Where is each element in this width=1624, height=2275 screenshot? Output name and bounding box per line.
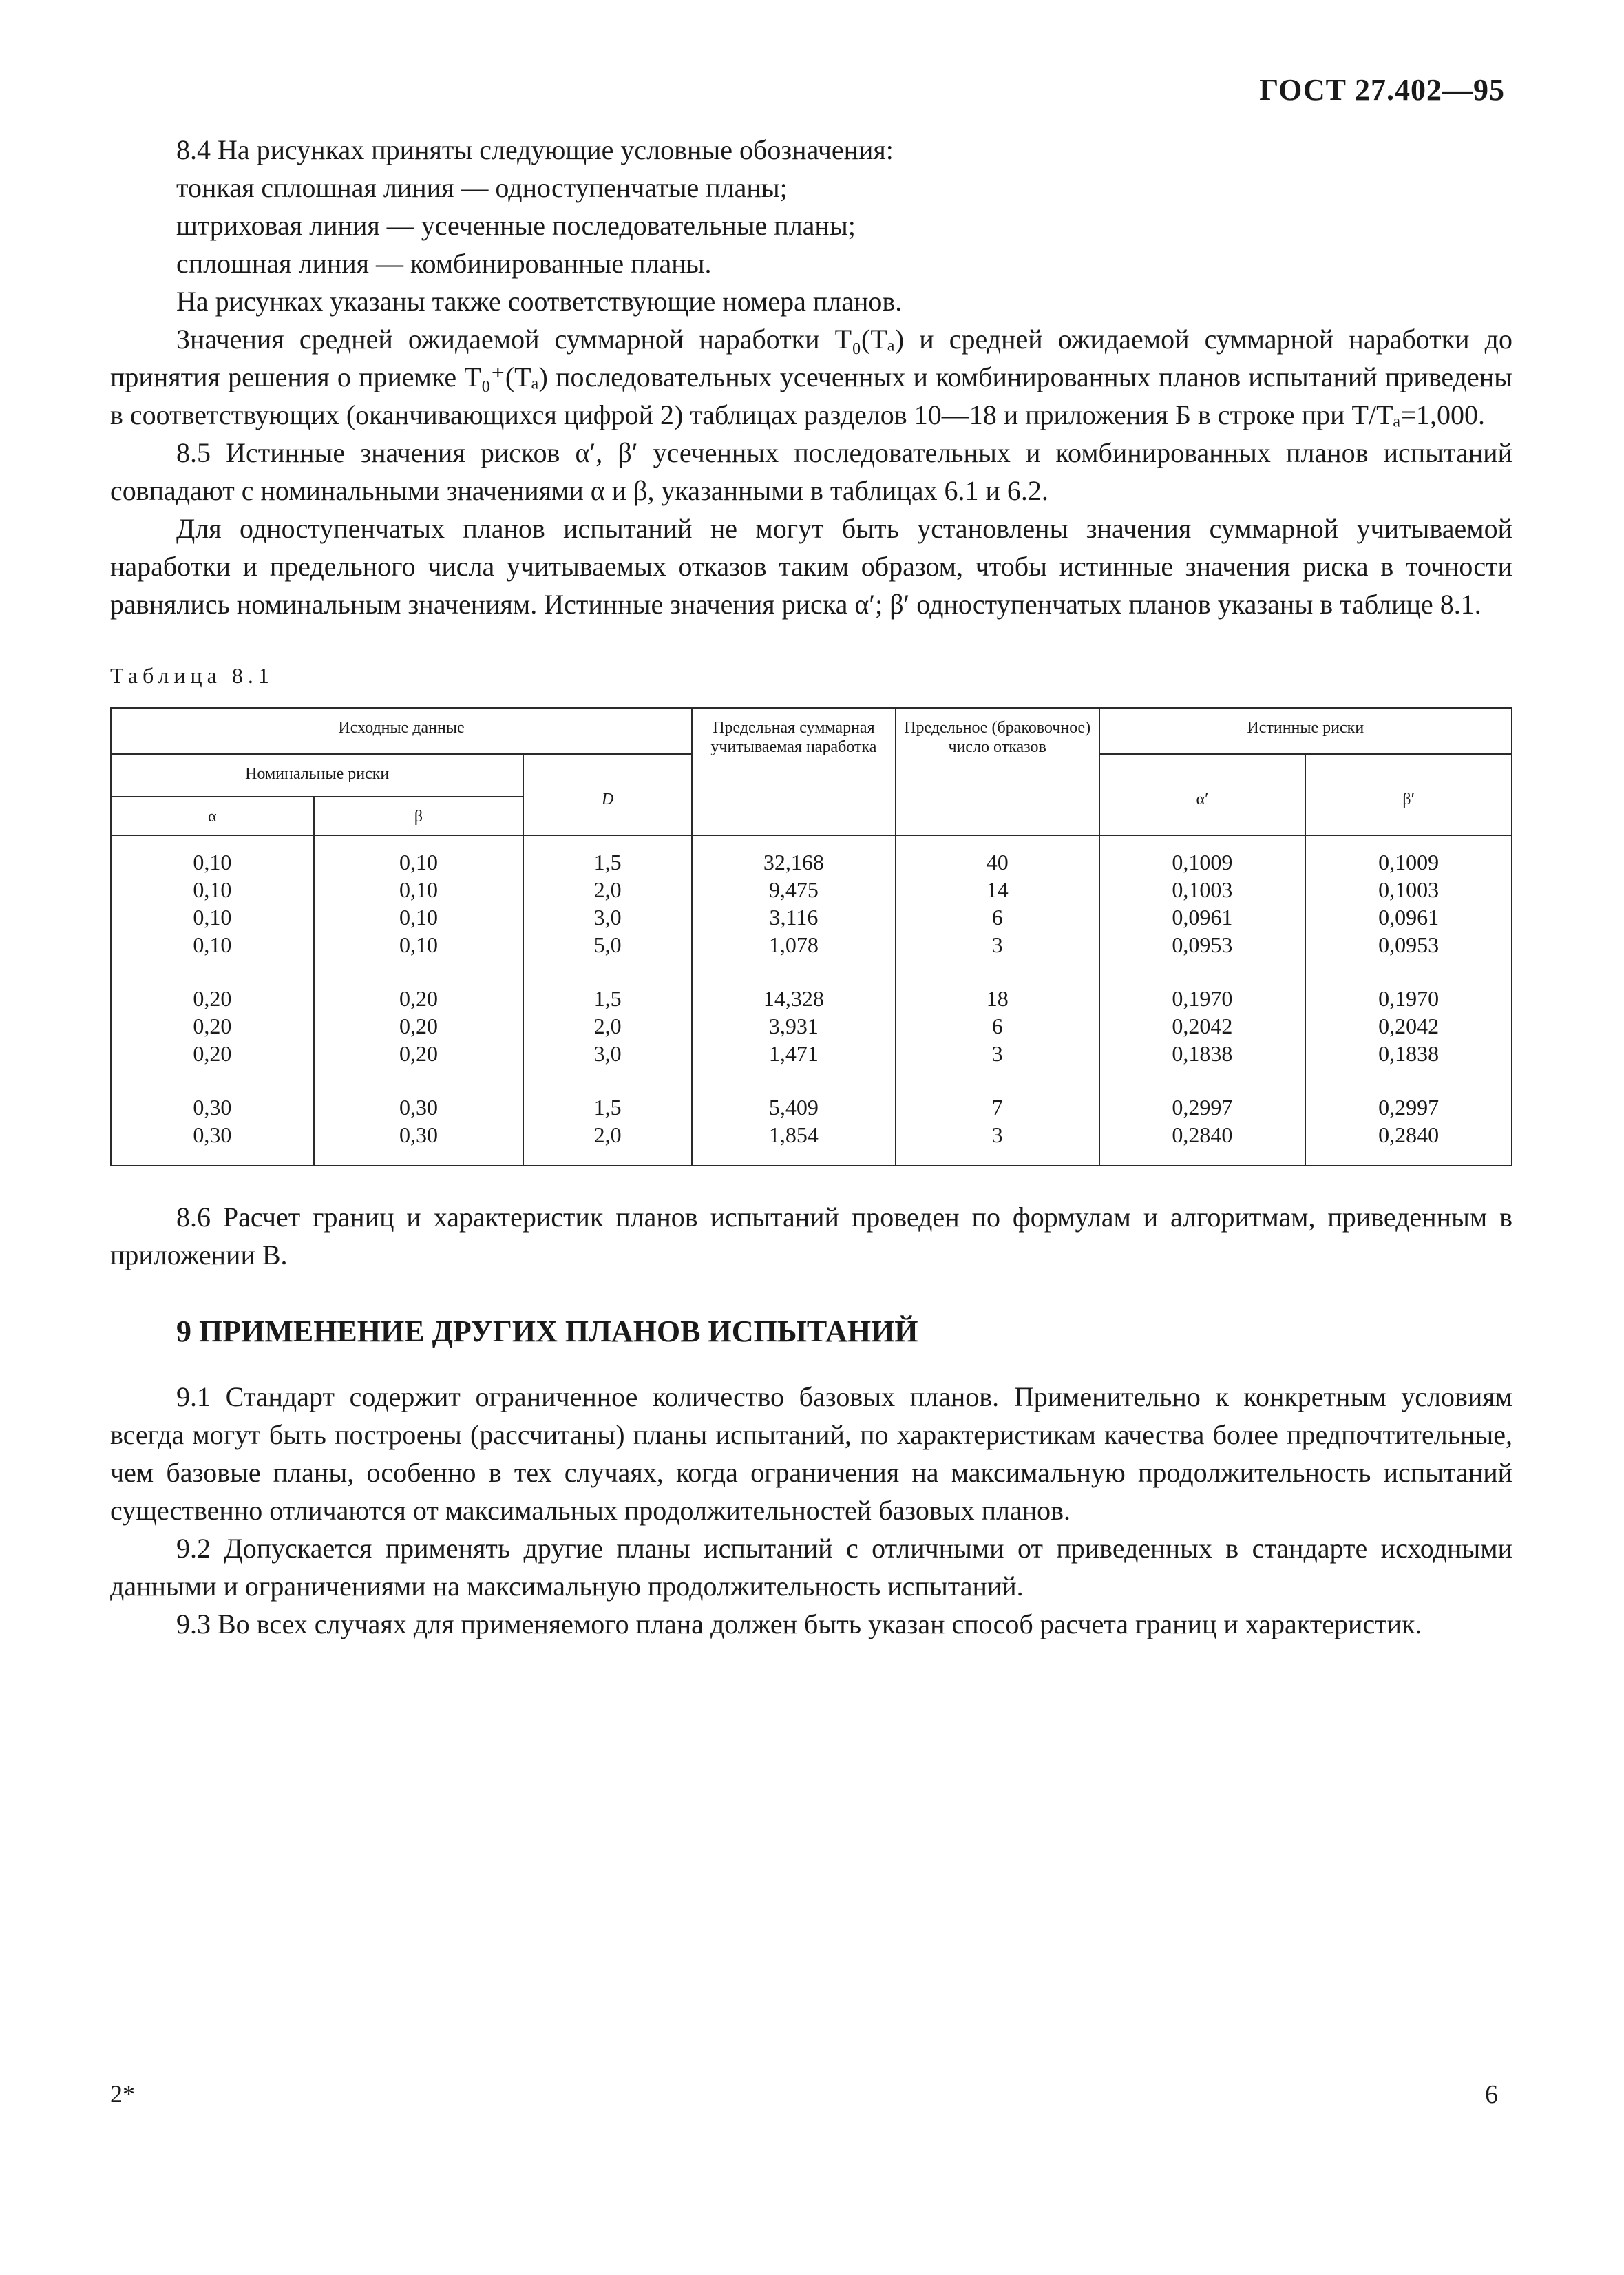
table-cell: 0,20 xyxy=(193,986,232,1011)
table-cell: 9,475 xyxy=(768,877,819,902)
table-cell: 0,20 xyxy=(399,1041,438,1066)
column-alpha xyxy=(111,835,314,1166)
paragraph-9-3: 9.3 Во всех случаях для применяемого плана должен быть указан способ расчета границ и характеристик. xyxy=(176,1608,1422,1639)
paragraph-8-4-intro: 8.4 На рисунках приняты следующие условные обозначения: xyxy=(176,134,894,165)
table-cell: 0,1003 xyxy=(1378,877,1440,902)
sheet-mark: 2* xyxy=(110,2080,135,2108)
table-cell: 0,2840 xyxy=(1378,1122,1440,1147)
paragraph-8-5-single-stage: Для одноступенчатых планов испытаний не могут быть установлены значения суммарной учитываемой наработки и предельного числа учитываемых отказов таким образом, чтобы истинные значения риска в точности равнялись номинальным значениям. Истинные значения риска α′; β′ одноступенчатых планов указаны в таблице 8.1. xyxy=(110,513,1512,620)
group-gap xyxy=(524,958,691,985)
table-cell: 6 xyxy=(991,1014,1003,1038)
table-cell: 0,1009 xyxy=(1378,850,1440,874)
table-cell: 0,2997 xyxy=(1378,1095,1440,1120)
table-cell: 2,0 xyxy=(593,1014,622,1038)
table-cell: 0,2997 xyxy=(1172,1095,1233,1120)
table-cell: 1,5 xyxy=(593,986,622,1011)
header-beta: β xyxy=(314,797,524,835)
table-cell: 1,5 xyxy=(593,850,622,874)
group-gap xyxy=(896,1067,1099,1093)
table-cell: 0,10 xyxy=(399,850,438,874)
group-gap xyxy=(693,1067,895,1093)
table-cell: 2,0 xyxy=(593,877,622,902)
group-gap xyxy=(896,958,1099,985)
paragraph-9-2: 9.2 Допускается применять другие планы испытаний с отличными от приведенных в стандарте исходными данными и ограничениями на максимальную продолжительность испытаний. xyxy=(110,1533,1512,1602)
table-cell: 0,1970 xyxy=(1172,986,1233,1011)
table-cell: 0,10 xyxy=(193,932,232,957)
header-alpha-true: α′ xyxy=(1099,754,1306,835)
table-cell: 5,0 xyxy=(593,932,622,957)
table-cell: 3 xyxy=(991,1122,1003,1147)
group-gap xyxy=(1100,958,1305,985)
table-cell: 3,931 xyxy=(768,1014,819,1038)
column-beta xyxy=(314,835,524,1166)
standard-header: ГОСТ 27.402—95 xyxy=(1259,73,1505,107)
table-cell: 0,30 xyxy=(193,1095,232,1120)
bottom-text xyxy=(110,1198,1512,1643)
paragraph-9-1: 9.1 Стандарт содержит ограниченное количество базовых планов. Применительно к конкретным условиям всегда могут быть построены (рассчитаны) планы испытаний, по характеристикам качества более предпочтительные, чем базовые планы, особенно в тех случаях, когда ограничения на максимальную продолжительность испытаний существенно отличаются от максимальных продолжительностей базовых планов. xyxy=(110,1381,1512,1526)
table-cell: 2,0 xyxy=(593,1122,622,1147)
legend-thin-line: тонкая сплошная линия — одноступенчатые планы; xyxy=(176,172,788,203)
table-cell: 0,1838 xyxy=(1378,1041,1440,1066)
column-limit-failures xyxy=(896,835,1099,1166)
table-cell: 14,328 xyxy=(763,986,824,1011)
table-cell: 1,5 xyxy=(593,1095,622,1120)
table-cell: 0,10 xyxy=(193,877,232,902)
table-cell: 0,10 xyxy=(193,905,232,930)
table-cell: 0,10 xyxy=(399,877,438,902)
header-beta-true: β′ xyxy=(1305,754,1512,835)
table-cell: 0,10 xyxy=(399,932,438,957)
legend-solid-line: сплошная линия — комбинированные планы. xyxy=(176,248,712,279)
group-gap xyxy=(1100,1067,1305,1093)
table-cell: 3 xyxy=(991,932,1003,957)
group-gap xyxy=(315,958,523,985)
column-limit-operating-time xyxy=(692,835,896,1166)
table-cell: 0,20 xyxy=(399,986,438,1011)
column-beta-true xyxy=(1305,835,1512,1166)
header-true-risks: Истинные риски xyxy=(1099,708,1512,754)
table-cell: 0,10 xyxy=(193,850,232,874)
paragraph-8-6: 8.6 Расчет границ и характеристик планов испытаний проведен по формулам и алгоритмам, приведенным в приложении В. xyxy=(110,1202,1512,1270)
table-cell: 3 xyxy=(991,1041,1003,1066)
table-cell: 1,078 xyxy=(768,932,819,957)
paragraph-8-5: 8.5 Истинные значения рисков α′, β′ усеченных последовательных и комбинированных планов испытаний совпадают с номинальными значениями α и β, указанными в таблицах 6.1 и 6.2. xyxy=(110,437,1512,506)
table-cell: 0,0961 xyxy=(1172,905,1233,930)
table-cell: 0,2840 xyxy=(1172,1122,1233,1147)
group-gap xyxy=(1306,1067,1511,1093)
table-cell: 3,0 xyxy=(593,1041,622,1066)
table-cell: 1,471 xyxy=(768,1041,819,1066)
table-cell: 0,1838 xyxy=(1172,1041,1233,1066)
table-cell: 0,1003 xyxy=(1172,877,1233,902)
column-d xyxy=(523,835,692,1166)
table-cell: 3,116 xyxy=(769,905,819,930)
group-gap xyxy=(112,958,313,985)
table-cell: 0,20 xyxy=(193,1014,232,1038)
group-gap xyxy=(693,958,895,985)
paragraph-8-4-values: Значения средней ожидаемой суммарной наработки T₀(Tₐ) и средней ожидаемой суммарной наработки до принятия решения о приемке T₀⁺(Tₐ) последовательных усеченных и комбинированных планов испытаний приведены в соответствующих (оканчивающихся цифрой 2) таблицах разделов 10—18 и приложения Б в строке при T/Tₐ=1,000. xyxy=(110,324,1512,430)
table-cell: 40 xyxy=(986,850,1009,874)
table-cell: 0,10 xyxy=(399,905,438,930)
table-cell: 32,168 xyxy=(763,850,824,874)
table-cell: 18 xyxy=(986,986,1009,1011)
table-cell: 0,1970 xyxy=(1378,986,1440,1011)
header-limit-failures: Предельное (браковочное) число отказов xyxy=(896,708,1099,835)
table-cell: 0,0953 xyxy=(1378,932,1440,957)
table-cell: 0,30 xyxy=(193,1122,232,1147)
table-cell: 0,0961 xyxy=(1378,905,1440,930)
table-cell: 0,0953 xyxy=(1172,932,1233,957)
group-gap xyxy=(1306,958,1511,985)
table-cell: 6 xyxy=(991,905,1003,930)
group-gap xyxy=(315,1067,523,1093)
table-caption: Таблица 8.1 xyxy=(110,663,274,688)
table-cell: 0,2042 xyxy=(1378,1014,1440,1038)
table-cell: 0,30 xyxy=(399,1095,438,1120)
table-cell: 7 xyxy=(991,1095,1003,1120)
header-alpha: α xyxy=(111,797,314,835)
header-limit-operating-time: Предельная суммарная учитываемая наработка xyxy=(692,708,896,835)
group-gap xyxy=(112,1067,313,1093)
legend-plan-numbers: На рисунках указаны также соответствующие номера планов. xyxy=(176,286,903,317)
table-cell: 0,2042 xyxy=(1172,1014,1233,1038)
table-cell: 0,30 xyxy=(399,1122,438,1147)
column-alpha-true xyxy=(1099,835,1306,1166)
table-cell: 14 xyxy=(986,877,1009,902)
page-number: 6 xyxy=(1485,2080,1498,2109)
legend-dashed-line: штриховая линия — усеченные последовательные планы; xyxy=(176,210,856,241)
table-cell: 3,0 xyxy=(593,905,622,930)
table-cell: 0,1009 xyxy=(1172,850,1233,874)
table-cell: 1,854 xyxy=(768,1122,819,1147)
intro-text xyxy=(110,131,1512,623)
group-gap xyxy=(524,1067,691,1093)
header-source-data: Исходные данные xyxy=(111,708,692,754)
table-cell: 0,20 xyxy=(399,1014,438,1038)
table-8-1 xyxy=(110,707,1512,1166)
table-cell: 0,20 xyxy=(193,1041,232,1066)
header-nominal-risks: Номинальные риски xyxy=(111,754,523,797)
table-cell: 5,409 xyxy=(768,1095,819,1120)
section-9-title: 9 ПРИМЕНЕНИЕ ДРУГИХ ПЛАНОВ ИСПЫТАНИЙ xyxy=(176,1314,918,1348)
header-d: D xyxy=(523,754,692,835)
